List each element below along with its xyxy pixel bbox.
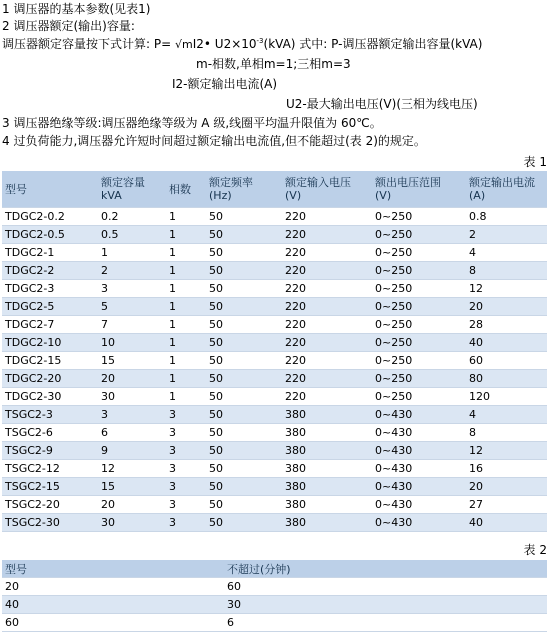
- table-cell: 7: [98, 316, 166, 334]
- parameters-table: [2, 171, 547, 532]
- table-cell: 220: [282, 244, 372, 262]
- table-cell: 60: [466, 352, 547, 370]
- table1-header-cell: [372, 171, 466, 208]
- table-cell: TSGC2-9: [2, 442, 98, 460]
- table-cell: 16: [466, 460, 547, 478]
- formula-line: [2, 36, 482, 53]
- table-cell: TDGC2-10: [2, 334, 98, 352]
- header-unit: (V): [375, 189, 392, 202]
- overload-line: 4 过负荷能力,调压器允许短时间超过额定输出电流值,但不能超过(表 2)的规定。: [2, 134, 426, 148]
- table-row: [2, 208, 547, 226]
- table-cell: 1: [166, 226, 206, 244]
- table-cell: 10: [98, 334, 166, 352]
- table-cell: 0~430: [372, 406, 466, 424]
- table-cell: 1: [166, 244, 206, 262]
- table2-header-row: [2, 560, 547, 578]
- voltage-definition: U2-最大输出电压(V)(三相为线电压): [286, 97, 478, 111]
- table1-header-cell: [206, 171, 282, 208]
- table-cell: 1: [166, 370, 206, 388]
- table-cell: 1: [166, 298, 206, 316]
- table-cell: 50: [206, 280, 282, 298]
- table-row: [2, 460, 547, 478]
- table-cell: 50: [206, 334, 282, 352]
- table1-header-cell: [2, 171, 98, 208]
- table-cell: 220: [282, 334, 372, 352]
- table-cell: 1: [166, 388, 206, 406]
- table1-body: [2, 208, 547, 532]
- table-cell: TDGC2-1: [2, 244, 98, 262]
- table-cell: TDGC2-3: [2, 280, 98, 298]
- table-cell: 0.2: [98, 208, 166, 226]
- table-cell: 60: [224, 578, 547, 596]
- table-row: [2, 614, 547, 632]
- table-cell: TDGC2-5: [2, 298, 98, 316]
- table-cell: 0~430: [372, 460, 466, 478]
- table-cell: 3: [98, 280, 166, 298]
- table-cell: 50: [206, 442, 282, 460]
- table-cell: 1: [166, 334, 206, 352]
- table-cell: 9: [98, 442, 166, 460]
- table-row: [2, 424, 547, 442]
- table-cell: TSGC2-15: [2, 478, 98, 496]
- table-cell: 220: [282, 280, 372, 298]
- table-row: [2, 496, 547, 514]
- table-cell: 220: [282, 208, 372, 226]
- table-cell: 3: [166, 514, 206, 532]
- table-cell: 0~250: [372, 208, 466, 226]
- table-cell: 20: [98, 496, 166, 514]
- table-cell: 20: [2, 578, 224, 596]
- table-cell: TDGC2-0.2: [2, 208, 98, 226]
- table-cell: 3: [166, 442, 206, 460]
- table-cell: 0~430: [372, 424, 466, 442]
- table-cell: 220: [282, 352, 372, 370]
- table-cell: 12: [466, 280, 547, 298]
- table-cell: 220: [282, 226, 372, 244]
- table-cell: TSGC2-20: [2, 496, 98, 514]
- table-row: [2, 370, 547, 388]
- table-cell: 0~250: [372, 298, 466, 316]
- table-cell: 40: [466, 334, 547, 352]
- table-cell: 2: [98, 262, 166, 280]
- table-cell: 0.5: [98, 226, 166, 244]
- table-cell: 1: [166, 352, 206, 370]
- table2-body: [2, 578, 547, 632]
- table-cell: 4: [466, 244, 547, 262]
- table-cell: 50: [206, 370, 282, 388]
- table2-label: 表 2: [523, 543, 547, 557]
- table-cell: 15: [98, 478, 166, 496]
- header-unit: (Hz): [209, 189, 232, 202]
- table-cell: TSGC2-6: [2, 424, 98, 442]
- table-cell: 20: [466, 478, 547, 496]
- table-row: [2, 442, 547, 460]
- table-cell: 30: [224, 596, 547, 614]
- table-cell: 30: [98, 514, 166, 532]
- table-cell: 3: [166, 424, 206, 442]
- header-title: 额定输入电压: [285, 176, 351, 189]
- table-cell: 0.8: [466, 208, 547, 226]
- table-row: [2, 262, 547, 280]
- header-title: 额出电压范围: [375, 176, 441, 189]
- table-cell: 50: [206, 226, 282, 244]
- table-row: [2, 316, 547, 334]
- formula-body: I2• U2×10: [192, 37, 257, 51]
- table-cell: 120: [466, 388, 547, 406]
- table-cell: 30: [98, 388, 166, 406]
- table-row: [2, 226, 547, 244]
- table-row: [2, 298, 547, 316]
- current-definition: I2-额定输出电流(A): [172, 77, 278, 91]
- table-cell: 380: [282, 424, 372, 442]
- table-cell: 380: [282, 406, 372, 424]
- table-cell: 50: [206, 352, 282, 370]
- table-cell: 0~250: [372, 352, 466, 370]
- header-title: 额定容量: [101, 176, 145, 189]
- table-cell: 12: [98, 460, 166, 478]
- table-cell: TDGC2-30: [2, 388, 98, 406]
- table-cell: 1: [166, 262, 206, 280]
- table-cell: 3: [166, 460, 206, 478]
- header-title: 额定输出电流: [469, 176, 535, 189]
- intro-line-1: 1 调压器的基本参数(见表1): [2, 2, 151, 16]
- table-cell: TSGC2-3: [2, 406, 98, 424]
- table-cell: 6: [224, 614, 547, 632]
- formula-sqrt: √m: [174, 38, 193, 51]
- table-cell: 220: [282, 388, 372, 406]
- table-cell: 3: [166, 478, 206, 496]
- table-cell: 50: [206, 460, 282, 478]
- table-row: [2, 388, 547, 406]
- table-cell: 220: [282, 262, 372, 280]
- table-cell: 15: [98, 352, 166, 370]
- table-cell: 50: [206, 478, 282, 496]
- table-cell: 50: [206, 244, 282, 262]
- table-cell: TSGC2-12: [2, 460, 98, 478]
- table-cell: 60: [2, 614, 224, 632]
- table-cell: 20: [466, 298, 547, 316]
- table-row: [2, 596, 547, 614]
- table-cell: 220: [282, 298, 372, 316]
- table-cell: 0~430: [372, 442, 466, 460]
- header-unit: (A): [469, 189, 486, 202]
- table-cell: 80: [466, 370, 547, 388]
- table1-label: 表 1: [523, 155, 547, 169]
- table-cell: 0~430: [372, 478, 466, 496]
- table-cell: 1: [166, 280, 206, 298]
- table1-header-row: [2, 171, 547, 208]
- table-row: [2, 478, 547, 496]
- table1-header-cell: [166, 171, 206, 208]
- table-cell: 50: [206, 208, 282, 226]
- table-cell: 220: [282, 316, 372, 334]
- header-title: 额定频率: [209, 176, 253, 189]
- table-cell: TDGC2-15: [2, 352, 98, 370]
- table-cell: 3: [98, 406, 166, 424]
- table-cell: TSGC2-30: [2, 514, 98, 532]
- table-cell: 0~250: [372, 388, 466, 406]
- table-cell: TDGC2-2: [2, 262, 98, 280]
- table-cell: 2: [466, 226, 547, 244]
- table-cell: 380: [282, 496, 372, 514]
- phase-definition: m-相数,单相m=1;三相m=3: [196, 57, 351, 71]
- table-row: [2, 514, 547, 532]
- table-cell: 380: [282, 514, 372, 532]
- table-cell: TDGC2-7: [2, 316, 98, 334]
- formula-prefix: 调压器额定容量按下式计算: P=: [2, 37, 172, 51]
- table-cell: 220: [282, 370, 372, 388]
- table-cell: 0~250: [372, 244, 466, 262]
- table-cell: 8: [466, 424, 547, 442]
- insulation-line: 3 调压器绝缘等级:调压器绝缘等级为 A 级,线圈平均温升限值为 60℃。: [2, 116, 382, 130]
- table-cell: 0~250: [372, 316, 466, 334]
- table-row: [2, 280, 547, 298]
- table-cell: 50: [206, 316, 282, 334]
- table-cell: 27: [466, 496, 547, 514]
- header-title: 相数: [169, 182, 191, 196]
- table-cell: 380: [282, 460, 372, 478]
- table-cell: 4: [466, 406, 547, 424]
- table1-header-cell: [282, 171, 372, 208]
- table-cell: TDGC2-20: [2, 370, 98, 388]
- header-unit: (V): [285, 189, 302, 202]
- table-cell: 3: [166, 406, 206, 424]
- table-cell: 0~250: [372, 334, 466, 352]
- formula-suffix: (kVA) 式中: P-调压器额定输出容量(kVA): [263, 37, 483, 51]
- table-cell: 50: [206, 388, 282, 406]
- table-row: [2, 578, 547, 596]
- table-cell: 0~250: [372, 262, 466, 280]
- table-cell: 0~250: [372, 226, 466, 244]
- table1-header-cell: [466, 171, 547, 208]
- table-cell: TDGC2-0.5: [2, 226, 98, 244]
- table-row: [2, 334, 547, 352]
- table-row: [2, 244, 547, 262]
- header-title: 型号: [5, 182, 27, 196]
- table-cell: 50: [206, 262, 282, 280]
- table-cell: 0~250: [372, 280, 466, 298]
- table-cell: 1: [166, 208, 206, 226]
- table-cell: 0~430: [372, 496, 466, 514]
- table-cell: 50: [206, 424, 282, 442]
- table-cell: 50: [206, 496, 282, 514]
- intro-line-2: 2 调压器额定(输出)容量:: [2, 19, 135, 33]
- table-row: [2, 352, 547, 370]
- table-cell: 12: [466, 442, 547, 460]
- table1-header-cell: [98, 171, 166, 208]
- table-cell: 380: [282, 478, 372, 496]
- table-cell: 380: [282, 442, 372, 460]
- overload-table: [2, 560, 547, 632]
- table-cell: 0~430: [372, 514, 466, 532]
- table-cell: 1: [98, 244, 166, 262]
- table-cell: 1: [166, 316, 206, 334]
- table2-header-cell: 型号: [2, 560, 224, 578]
- formula-exponent: -3: [256, 37, 264, 45]
- table-cell: 3: [166, 496, 206, 514]
- table-cell: 28: [466, 316, 547, 334]
- table-cell: 40: [466, 514, 547, 532]
- table-cell: 5: [98, 298, 166, 316]
- header-unit: kVA: [101, 189, 122, 202]
- table-cell: 6: [98, 424, 166, 442]
- table-cell: 50: [206, 298, 282, 316]
- table-cell: 20: [98, 370, 166, 388]
- table-cell: 50: [206, 406, 282, 424]
- table2-header-cell: 不超过(分钟): [224, 560, 547, 578]
- table-cell: 50: [206, 514, 282, 532]
- table-cell: 0~250: [372, 370, 466, 388]
- table-cell: 40: [2, 596, 224, 614]
- table-cell: 8: [466, 262, 547, 280]
- table-row: [2, 406, 547, 424]
